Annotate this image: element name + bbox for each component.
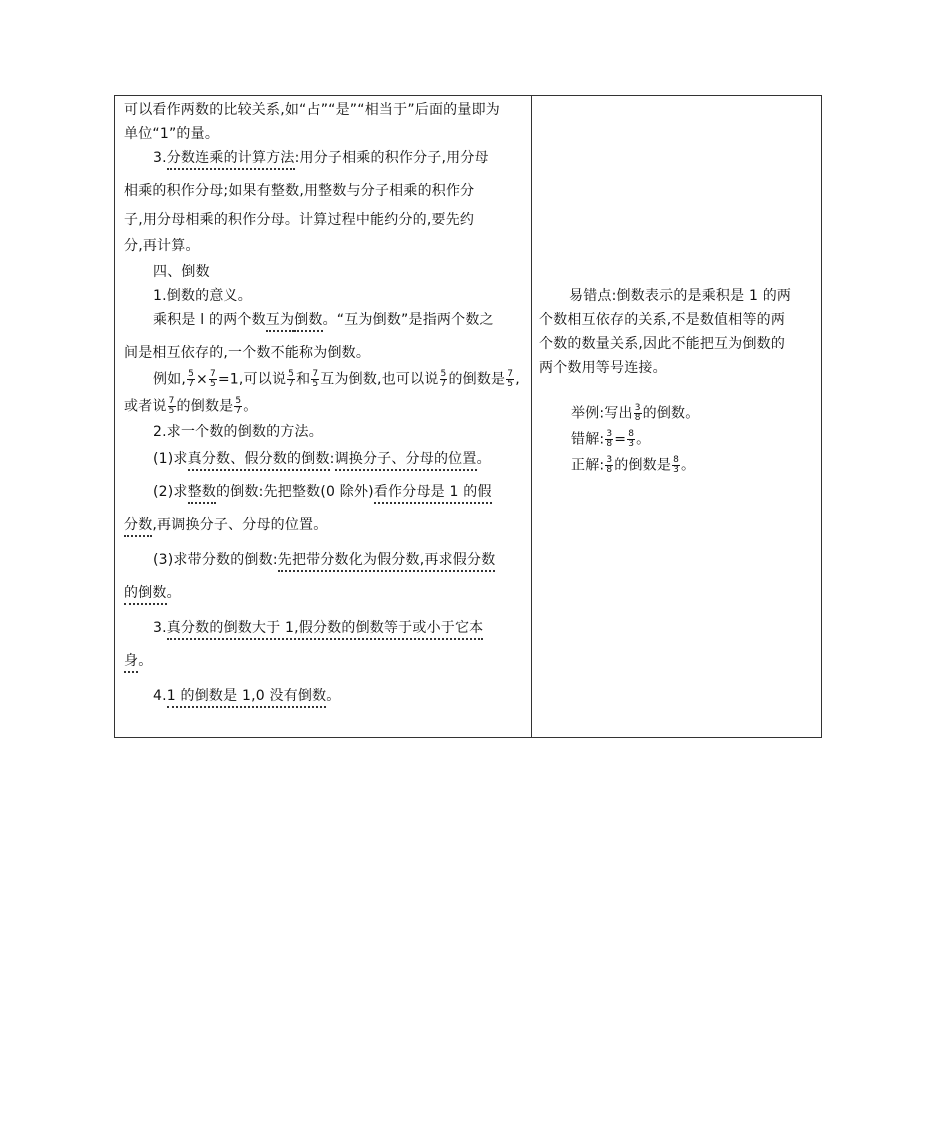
- fraction: $\frac{8}{3}$: [628, 429, 635, 449]
- emphasis-text: 整数: [188, 484, 216, 504]
- left-line-8: 1.倒数的意义。: [153, 288, 252, 304]
- emphasis-text: 真分数的倒数大于 1,假分数的倒数等于或小于它本: [167, 620, 484, 640]
- left-line-14: (1)求真分数、假分数的倒数:调换分子、分母的位置。: [153, 450, 491, 468]
- left-line-19: 3.真分数的倒数大于 1,假分数的倒数等于或小于它本: [153, 619, 483, 637]
- left-line-11-example: 例如, $\frac{5}{7}$ × $\frac{7}{5}$ =1,可以说 $\frac{5}{7}$ 和 $\frac{7}{5}$ 互为倒数,也可以说 $\frac{5}{7}$ 的倒数是 $\frac{7}{5}$ ,: [153, 369, 520, 389]
- left-line-21: 4.1 的倒数是 1,0 没有倒数。: [153, 687, 341, 705]
- emphasis-text: 分数: [124, 517, 152, 537]
- left-line-13: 2.求一个数的倒数的方法。: [153, 424, 323, 440]
- emphasis-text: 身: [124, 653, 138, 673]
- emphasis-text: 倒数: [294, 312, 322, 332]
- left-line-1: 可以看作两数的比较关系,如“占”“是”“相当于”后面的量即为: [124, 102, 500, 118]
- left-line-15: (2)求整数的倒数:先把整数(0 除外)看作分母是 1 的假: [153, 483, 492, 501]
- fraction: $\frac{3}{8}$: [606, 455, 613, 475]
- emphasis-text: 调换分子、分母的位置: [335, 451, 477, 471]
- left-line-20: 身。: [124, 652, 152, 670]
- fraction: $\frac{8}{3}$: [673, 455, 680, 475]
- fraction: $\frac{5}{7}$: [440, 369, 447, 389]
- emphasis-text: 互为: [266, 312, 294, 332]
- emphasis-text: 真分数、假分数的倒数: [188, 451, 330, 471]
- fraction: $\frac{7}{5}$: [507, 369, 514, 389]
- left-line-4: 相乘的积作分母;如果有整数,用整数与分子相乘的积作分: [124, 183, 475, 199]
- emphasis-text: 先把带分数化为假分数,再求假分数: [278, 552, 496, 572]
- emphasis-text: 的倒数: [124, 585, 167, 605]
- left-line-16: 分数,再调换分子、分母的位置。: [124, 516, 327, 534]
- right-line-1: 易错点:倒数表示的是乘积是 1 的两: [569, 288, 792, 304]
- fraction: $\frac{7}{5}$: [312, 369, 319, 389]
- emphasis-text: 分数连乘的计算方法: [167, 150, 295, 170]
- right-example-question: 举例:写出 $\frac{3}{8}$ 的倒数。: [571, 403, 700, 423]
- fraction: $\frac{5}{7}$: [188, 369, 194, 389]
- emphasis-text: 1 的倒数是 1,0 没有倒数: [167, 688, 327, 708]
- left-line-12-example: 或者说 $\frac{7}{5}$ 的倒数是 $\frac{5}{7}$ 。: [124, 396, 258, 416]
- left-line-2: 单位“1”的量。: [124, 126, 220, 142]
- column-divider: [531, 96, 532, 737]
- left-line-9: 乘积是 l 的两个数互为倒数。“互为倒数”是指两个数之: [153, 311, 494, 329]
- left-line-10: 间是相互依存的,一个数不能称为倒数。: [124, 345, 371, 361]
- left-line-5: 子,用分母相乘的积作分母。计算过程中能约分的,要先约: [124, 212, 475, 228]
- fraction: $\frac{5}{7}$: [235, 396, 242, 416]
- fraction: $\frac{7}{5}$: [209, 369, 216, 389]
- fraction: $\frac{7}{5}$: [168, 396, 175, 416]
- fraction: $\frac{5}{7}$: [288, 369, 295, 389]
- right-line-4: 两个数用等号连接。: [539, 360, 667, 376]
- right-line-3: 个数的数量关系,因此不能把互为倒数的: [539, 336, 786, 352]
- left-line-18: 的倒数。: [124, 584, 181, 602]
- summary-table: [114, 95, 822, 738]
- fraction: $\frac{3}{8}$: [634, 403, 641, 423]
- emphasis-text: 看作分母是 1 的假: [374, 484, 492, 504]
- section-heading-reciprocal: 四、倒数: [153, 264, 210, 280]
- right-wrong-solution: 错解: $\frac{3}{8}$ = $\frac{8}{3}$ 。: [571, 429, 651, 449]
- left-line-17: (3)求带分数的倒数:先把带分数化为假分数,再求假分数: [153, 551, 495, 569]
- left-line-6: 分,再计算。: [124, 238, 200, 254]
- left-line-3: 3.分数连乘的计算方法:用分子相乘的积作分子,用分母: [153, 149, 489, 167]
- right-correct-solution: 正解: $\frac{3}{8}$ 的倒数是 $\frac{8}{3}$ 。: [571, 455, 696, 475]
- right-line-2: 个数相互依存的关系,不是数值相等的两: [539, 312, 786, 328]
- fraction: $\frac{3}{8}$: [606, 429, 613, 449]
